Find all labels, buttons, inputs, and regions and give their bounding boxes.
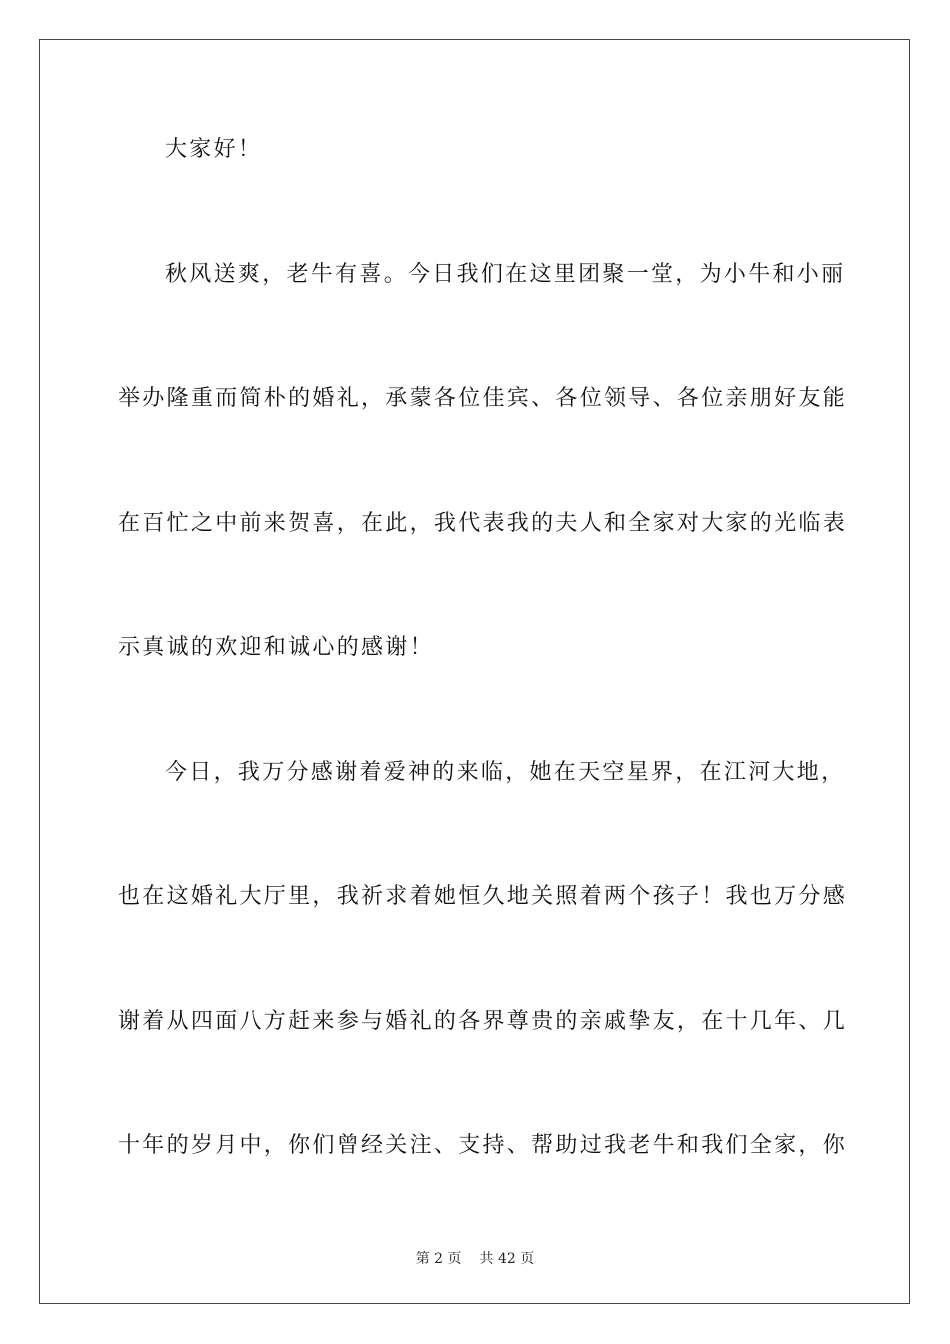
text-line-3: 在百忙之中前来贺喜，在此，我代表我的夫人和全家对大家的光临表 <box>118 511 848 536</box>
text-line-2: 举办隆重而简朴的婚礼，承蒙各位佳宾、各位领导、各位亲朋好友能 <box>118 386 848 411</box>
text-line-greeting: 大家好！ <box>165 137 263 162</box>
text-line-6: 也在这婚礼大厅里，我祈求着她恒久地关照着两个孩子！我也万分感 <box>118 884 848 909</box>
page-number: 第 2 页 <box>415 1251 462 1267</box>
text-line-5: 今日，我万分感谢着爱神的来临，她在天空星界，在江河大地， <box>165 760 846 785</box>
text-line-8: 十年的岁月中，你们曾经关注、支持、帮助过我老牛和我们全家，你 <box>118 1133 848 1158</box>
page-border <box>39 39 910 1304</box>
page-total: 共 42 页 <box>479 1251 535 1267</box>
text-line-4: 示真诚的欢迎和诚心的感谢！ <box>118 635 434 660</box>
text-line-1: 秋风送爽，老牛有喜。今日我们在这里团聚一堂，为小牛和小丽 <box>165 262 846 287</box>
page-footer <box>0 1248 950 1268</box>
text-line-7: 谢着从四面八方赶来参与婚礼的各界尊贵的亲戚挚友，在十几年、几 <box>118 1009 848 1034</box>
